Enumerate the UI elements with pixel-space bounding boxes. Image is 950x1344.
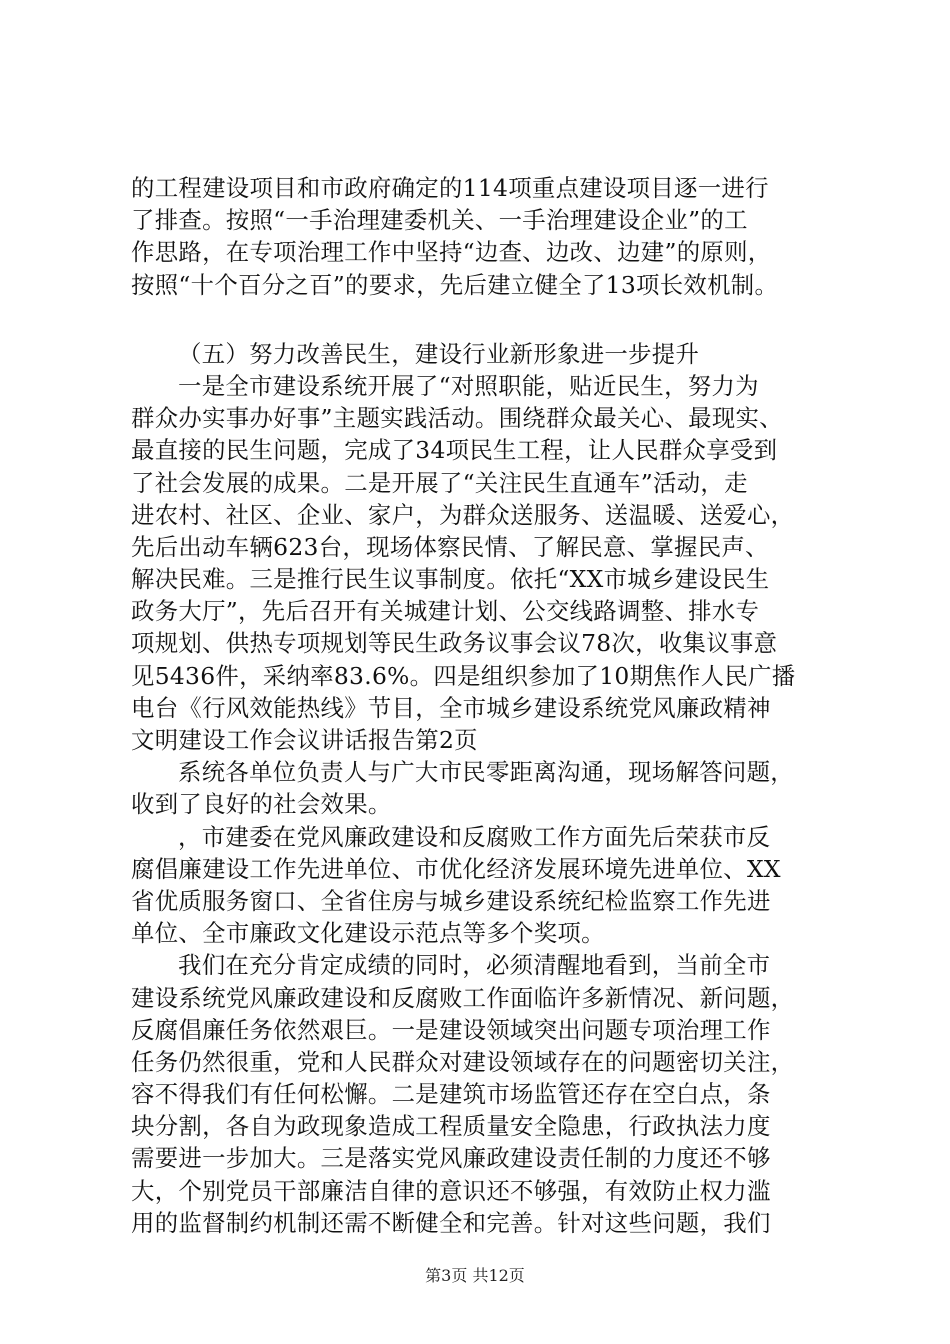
- text-line: 的工程建设项目和市政府确定的114项重点建设项目逐一进行: [131, 174, 769, 202]
- text-line: 解决民难。三是推行民生议事制度。依托“XX市城乡建设民生: [131, 565, 770, 594]
- text-line: 我们在充分肯定成绩的同时，必须清醒地看到，当前全市: [178, 951, 771, 980]
- text-line: 块分割，各自为政现象造成工程质量安全隐患，行政执法力度: [131, 1112, 771, 1141]
- paragraph-project-check: [131, 172, 831, 301]
- text-line: 单位、全市廉政文化建设示范点等多个奖项。: [131, 919, 605, 948]
- text-line: 任务仍然很重，党和人民群众对建设领域存在的问题密切关注，: [131, 1047, 795, 1076]
- text-line: 省优质服务窗口、全省住房与城乡建设系统纪检监察工作先进: [131, 886, 771, 915]
- text-line: 反腐倡廉任务依然艰巨。一是建设领域突出问题专项治理工作: [131, 1015, 771, 1044]
- text-line: 见5436件，采纳率83.6%。四是组织参加了10期焦作人民广播: [131, 661, 796, 690]
- text-line: 项规划、供热专项规划等民生政务议事会议78次，收集议事意: [131, 629, 778, 658]
- text-line: 需要进一步加大。三是落实党风廉政建设责任制的力度还不够: [131, 1144, 771, 1173]
- text-line: 先后出动车辆623台，现场体察民情、了解民意、掌握民声、: [131, 532, 769, 561]
- text-line: 作思路，在专项治理工作中坚持“边查、边改、边建”的原则，: [131, 238, 772, 267]
- text-line: ，市建委在党风廉政建设和反腐败工作方面先后荣获市反: [178, 822, 771, 851]
- paragraph-contact: [131, 756, 831, 820]
- paragraph-problems: [131, 949, 831, 1239]
- text-line: 建设系统党风廉政建设和反腐败工作面临许多新情况、新问题，: [131, 983, 795, 1012]
- text-line: 用的监督制约机制还需不断健全和完善。针对这些问题，我们: [131, 1208, 771, 1237]
- text-line: 一是全市建设系统开展了“对照职能，贴近民生，努力为: [178, 371, 759, 400]
- text-line: 政务大厅”，先后召开有关城建计划、公交线路调整、排水专: [131, 597, 760, 626]
- text-line: 了排查。按照“一手治理建委机关、一手治理建设企业”的工: [131, 206, 748, 235]
- page-number-footer: 第3页 共12页: [425, 1266, 525, 1285]
- section-heading: （五）努力改善民生，建设行业新形象进一步提升: [178, 339, 700, 368]
- text-line: 容不得我们有任何松懈。二是建筑市场监管还存在空白点，条: [131, 1080, 771, 1109]
- text-line: 文明建设工作会议讲话报告第2页: [131, 726, 478, 754]
- document-body: [131, 172, 831, 1239]
- text-line: 电台《行风效能热线》节目，全市城乡建设系统党风廉政精神: [131, 693, 771, 722]
- text-line: 进农村、社区、企业、家户，为群众送服务、送温暖、送爱心，: [131, 500, 795, 529]
- text-line: 系统各单位负责人与广大市民零距离沟通，现场解答问题，: [178, 758, 794, 787]
- paragraph-awards: [131, 821, 831, 950]
- text-line: 群众办实事办好事”主题实践活动。围绕群众最关心、最现实、: [131, 404, 783, 433]
- text-line: 腐倡廉建设工作先进单位、市优化经济发展环境先进单位、XX: [131, 854, 781, 883]
- text-line: 大，个别党员干部廉洁自律的意识还不够强，有效防止权力滥: [131, 1176, 771, 1205]
- text-line: 收到了良好的社会效果。: [131, 790, 392, 819]
- text-line: 了社会发展的成果。二是开展了“关注民生直通车”活动，走: [131, 468, 748, 497]
- paragraph-gap: [131, 301, 831, 338]
- text-line: 按照“十个百分之百”的要求，先后建立健全了13项长效机制。: [131, 270, 779, 299]
- paragraph-livelihood: [131, 370, 831, 756]
- text-line: 最直接的民生问题，完成了34项民生工程，让人民群众享受到: [131, 436, 778, 465]
